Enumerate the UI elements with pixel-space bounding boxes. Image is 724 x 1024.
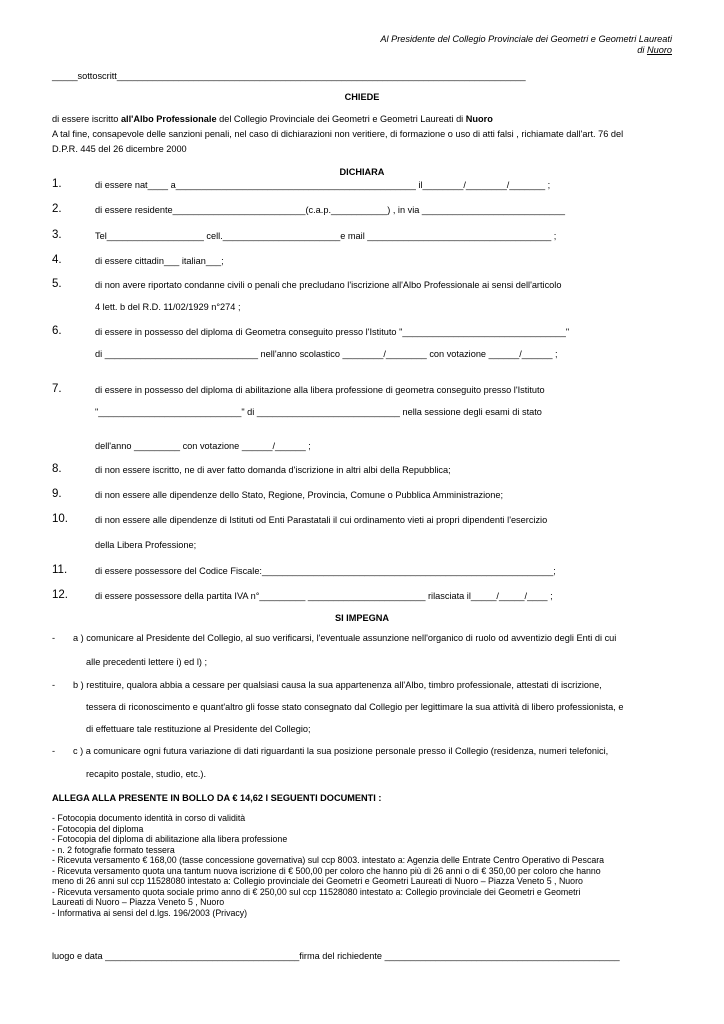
declaration-number: 3. [52, 229, 62, 241]
commitment-bullet: - [52, 680, 56, 690]
declaration-item-line[interactable]: di non essere iscritto, ne di aver fatto domanda d'iscrizione in altri albi della Repubblica; [95, 465, 451, 475]
declaration-number: 5. [52, 278, 62, 290]
request-text: del Collegio Provinciale dei Geometri e Geometri Laureati di [216, 114, 466, 124]
attachment-item: - Fotocopia del diploma [52, 823, 144, 834]
declaration-number: 4. [52, 254, 62, 266]
request-register: all'Albo Professionale [120, 114, 217, 124]
attachment-item: - Ricevuta versamento € 168,00 (tasse concessione governativa) sul ccp 8003. intestato a: Agenzia delle Entrate Centro Operativo di Pescara [52, 855, 605, 865]
attachment-item: - Fotocopia documento identità in corso di validità [52, 813, 246, 823]
declaration-number: 8. [52, 463, 62, 475]
section-title-dichiara: DICHIARA [339, 167, 385, 177]
declaration-item-line[interactable]: 4 lett. b del R.D. 11/02/1929 n°274 ; [95, 302, 241, 312]
request-city: Nuoro [465, 114, 493, 124]
declaration-number: 7. [52, 383, 62, 395]
request-line-3: D.P.R. 445 del 26 dicembre 2000 [52, 144, 187, 154]
declaration-item-line[interactable]: di ______________________________ nell'anno scolastico ________/________ con votazione ______/______ ; [95, 349, 558, 359]
subscriber-field[interactable]: _____sottoscritt________________________________________________________________________________ [52, 71, 526, 81]
declaration-number: 9. [52, 488, 62, 500]
declaration-number: 6. [52, 325, 62, 337]
attachment-item: - n. 2 fotografie formato tessera [52, 844, 175, 855]
declaration-number: 2. [52, 203, 62, 215]
declaration-item-line[interactable]: di non essere alle dipendenze dello Stato, Regione, Provincia, Comune o Pubblica Amministrazione; [95, 490, 504, 500]
commitment-item-line: b ) restituire, qualora abbia a cessare per qualsiasi causa la sua appartenenza all'Albo, timbro professionale, attestati di iscrizione, [73, 680, 602, 690]
declaration-item-line[interactable]: di non essere alle dipendenze di Istituti od Enti Parastatali il cui ordinamento vieti ai propri dipendenti l'esercizio [95, 515, 548, 525]
addressee-line-1: Al Presidente del Collegio Provinciale dei Geometri e Geometri Laureati [380, 34, 672, 44]
addressee-line-2 [637, 45, 672, 56]
addressee-prefix: di [637, 45, 647, 55]
request-text: di essere iscritto [52, 114, 121, 124]
commitment-item-line: tessera di riconoscimento e quant'altro gli fosse stato consegnato dal Collegio per legittimare la sua attività di libero professionista, e [86, 702, 624, 712]
declaration-item-line[interactable]: della Libera Professione; [95, 540, 197, 550]
declaration-item-line[interactable]: di non avere riportato condanne civili o penali che precludano l'iscrizione all'Albo Professionale ai sensi dell'articolo [95, 280, 562, 290]
commitment-item-line: di effettuare tale restituzione al Presidente del Collegio; [86, 724, 311, 734]
commitment-item-line: c ) a comunicare ogni futura variazione di dati riguardanti la sua posizione personale presso il Collegio (residenza, numeri telefonici, [73, 746, 609, 756]
section-title-chiede: CHIEDE [344, 92, 380, 102]
commitment-bullet: - [52, 633, 56, 643]
declaration-item-line[interactable]: di essere possessore della partita IVA n°_________ _______________________ rilasciata il_____/_____/____ ; [95, 591, 553, 601]
commitment-item-line: alle precedenti lettere i) ed l) ; [86, 657, 208, 667]
attachment-item: meno di 26 anni sul ccp 11528080 intestato a: Collegio provinciale dei Geometri e Geometri Laureati di Nuoro – Piazza Veneto 5 , Nuoro [52, 876, 583, 886]
section-title-si-impegna: SI IMPEGNA [334, 613, 390, 623]
declaration-number: 12. [52, 589, 68, 601]
addressee-city: Nuoro [646, 45, 672, 55]
declaration-item-line[interactable]: Tel___________________ cell._______________________e mail ____________________________________ ; [95, 231, 557, 241]
declaration-item-line[interactable]: di essere nat____ a_______________________________________________ il________/________/_______ ; [95, 180, 551, 190]
commitment-item-line: recapito postale, studio, etc.). [86, 769, 207, 779]
attachment-item: Laureati di Nuoro – Piazza Veneto 5 , Nuoro [52, 897, 225, 907]
declaration-number: 10. [52, 513, 68, 525]
declaration-item-line[interactable]: di essere possessore del Codice Fiscale:_________________________________________________________; [95, 566, 556, 576]
attachment-item: - Fotocopia del diploma di abilitazione alla libera professione [52, 834, 288, 844]
place-date-signature-line[interactable]: luogo e data ______________________________________firma del richiedente ______________________________________________ [52, 951, 620, 961]
request-line-1 [52, 112, 493, 127]
declaration-item-line[interactable]: "____________________________" di ____________________________ nella sessione degli esami di stato [95, 407, 542, 417]
declaration-item-line[interactable]: dell'anno _________ con votazione ______/______ ; [95, 441, 311, 451]
attachment-item: - Ricevuta versamento quota una tantum nuova iscrizione di € 500,00 per coloro che hanno più di 26 anni o di € 350,00 per coloro che hanno [52, 865, 601, 876]
attachment-item: - Informativa ai sensi del d.lgs. 196/2003 (Privacy) [52, 907, 248, 918]
commitment-bullet: - [52, 746, 56, 756]
declaration-item-line[interactable]: di essere in possesso del diploma di abilitazione alla libera professione di geometra conseguito presso l'Istituto [95, 385, 545, 395]
declaration-item-line[interactable]: di essere in possesso del diploma di Geometra conseguito presso l'Istituto "________________________________" [95, 327, 570, 337]
attachments-title: ALLEGA ALLA PRESENTE IN BOLLO DA € 14,62 I SEGUENTI DOCUMENTI : [52, 793, 382, 803]
declaration-item-line[interactable]: di essere residente__________________________(c.a.p.___________) , in via ____________________________ [95, 205, 566, 215]
declaration-number: 11. [52, 564, 68, 576]
declaration-number: 1. [52, 178, 62, 190]
commitment-item-line: a ) comunicare al Presidente del Collegio, al suo verificarsi, l'eventuale assunzione nell'organico di ruolo od avventizio degli Enti di cui [73, 633, 617, 643]
request-line-2: A tal fine, consapevole delle sanzioni penali, nel caso di dichiarazioni non veritiere, di formazione o uso di atti falsi , richiamate dall'art. 76 del [52, 129, 624, 139]
declaration-item-line[interactable]: di essere cittadin___ italian___; [95, 256, 224, 266]
attachment-item: - Ricevuta versamento quota sociale primo anno di € 250,00 sul ccp 11528080 intestato a: Collegio provinciale dei Geometri e Geometri [52, 886, 581, 897]
